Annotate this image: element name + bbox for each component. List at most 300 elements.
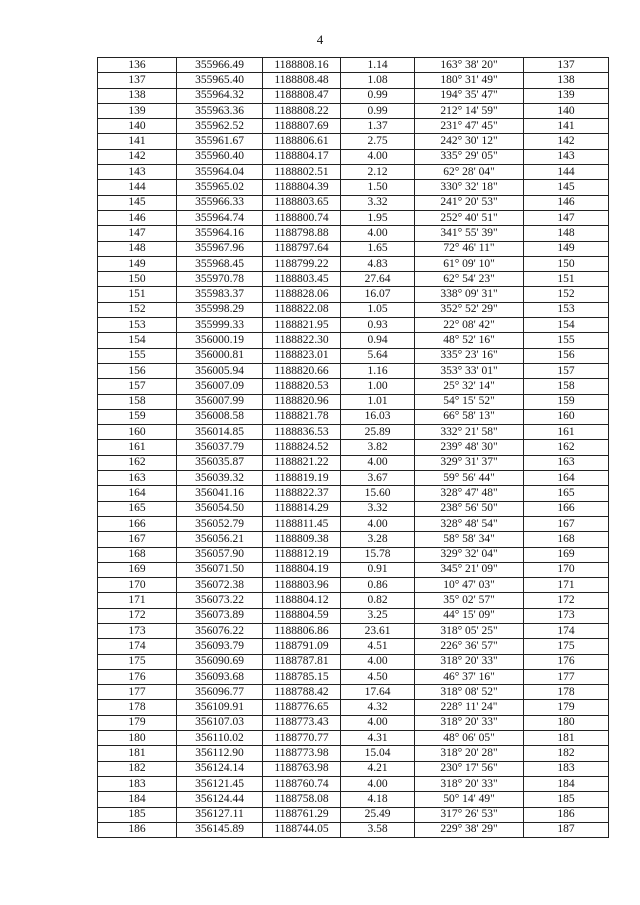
y-coordinate-cell: 1188763.98 bbox=[263, 761, 341, 776]
point-number-cell: 169 bbox=[98, 562, 177, 577]
bearing-cell: 22° 08' 42" bbox=[415, 318, 524, 333]
point-number-cell: 161 bbox=[98, 440, 177, 455]
x-coordinate-cell: 356008.58 bbox=[177, 409, 263, 424]
table-row bbox=[98, 700, 609, 715]
distance-cell: 2.75 bbox=[341, 134, 415, 149]
next-point-cell: 180 bbox=[524, 715, 609, 730]
next-point-cell: 160 bbox=[524, 409, 609, 424]
point-number-cell: 144 bbox=[98, 180, 177, 195]
next-point-cell: 149 bbox=[524, 241, 609, 256]
x-coordinate-cell: 355962.52 bbox=[177, 119, 263, 134]
bearing-cell: 238° 56' 50" bbox=[415, 501, 524, 516]
x-coordinate-cell: 356039.32 bbox=[177, 471, 263, 486]
y-coordinate-cell: 1188804.39 bbox=[263, 180, 341, 195]
bearing-cell: 230° 17' 56" bbox=[415, 761, 524, 776]
x-coordinate-cell: 356090.69 bbox=[177, 654, 263, 669]
x-coordinate-cell: 355963.36 bbox=[177, 103, 263, 118]
y-coordinate-cell: 1188811.45 bbox=[263, 516, 341, 531]
table-row bbox=[98, 425, 609, 440]
y-coordinate-cell: 1188744.05 bbox=[263, 822, 341, 837]
x-coordinate-cell: 356096.77 bbox=[177, 685, 263, 700]
point-number-cell: 148 bbox=[98, 241, 177, 256]
distance-cell: 1.16 bbox=[341, 363, 415, 378]
table-row bbox=[98, 639, 609, 654]
table-row bbox=[98, 73, 609, 88]
y-coordinate-cell: 1188819.19 bbox=[263, 471, 341, 486]
x-coordinate-cell: 355961.67 bbox=[177, 134, 263, 149]
point-number-cell: 150 bbox=[98, 272, 177, 287]
next-point-cell: 139 bbox=[524, 88, 609, 103]
y-coordinate-cell: 1188808.48 bbox=[263, 73, 341, 88]
table-row bbox=[98, 669, 609, 684]
bearing-cell: 341° 55' 39" bbox=[415, 226, 524, 241]
next-point-cell: 161 bbox=[524, 425, 609, 440]
point-number-cell: 167 bbox=[98, 532, 177, 547]
x-coordinate-cell: 356121.45 bbox=[177, 776, 263, 791]
distance-cell: 4.21 bbox=[341, 761, 415, 776]
bearing-cell: 10° 47' 03" bbox=[415, 578, 524, 593]
bearing-cell: 35° 02' 57" bbox=[415, 593, 524, 608]
y-coordinate-cell: 1188787.81 bbox=[263, 654, 341, 669]
x-coordinate-cell: 356037.79 bbox=[177, 440, 263, 455]
next-point-cell: 176 bbox=[524, 654, 609, 669]
bearing-cell: 48° 52' 16" bbox=[415, 333, 524, 348]
table-row bbox=[98, 486, 609, 501]
table-row bbox=[98, 363, 609, 378]
next-point-cell: 184 bbox=[524, 776, 609, 791]
distance-cell: 1.37 bbox=[341, 119, 415, 134]
table-row bbox=[98, 792, 609, 807]
point-number-cell: 140 bbox=[98, 119, 177, 134]
point-number-cell: 163 bbox=[98, 471, 177, 486]
table-row bbox=[98, 226, 609, 241]
table-row bbox=[98, 119, 609, 134]
y-coordinate-cell: 1188808.22 bbox=[263, 103, 341, 118]
next-point-cell: 182 bbox=[524, 746, 609, 761]
table-row bbox=[98, 455, 609, 470]
x-coordinate-cell: 355960.40 bbox=[177, 149, 263, 164]
next-point-cell: 157 bbox=[524, 363, 609, 378]
next-point-cell: 173 bbox=[524, 608, 609, 623]
point-number-cell: 164 bbox=[98, 486, 177, 501]
point-number-cell: 147 bbox=[98, 226, 177, 241]
x-coordinate-cell: 356056.21 bbox=[177, 532, 263, 547]
bearing-cell: 335° 23' 16" bbox=[415, 348, 524, 363]
bearing-cell: 352° 52' 29" bbox=[415, 302, 524, 317]
next-point-cell: 154 bbox=[524, 318, 609, 333]
point-number-cell: 168 bbox=[98, 547, 177, 562]
table-row bbox=[98, 302, 609, 317]
distance-cell: 4.18 bbox=[341, 792, 415, 807]
next-point-cell: 152 bbox=[524, 287, 609, 302]
table-row bbox=[98, 731, 609, 746]
table-row bbox=[98, 654, 609, 669]
y-coordinate-cell: 1188758.08 bbox=[263, 792, 341, 807]
x-coordinate-cell: 356107.03 bbox=[177, 715, 263, 730]
distance-cell: 1.14 bbox=[341, 58, 415, 73]
distance-cell: 4.00 bbox=[341, 455, 415, 470]
distance-cell: 0.94 bbox=[341, 333, 415, 348]
distance-cell: 0.93 bbox=[341, 318, 415, 333]
bearing-cell: 242° 30' 12" bbox=[415, 134, 524, 149]
point-number-cell: 185 bbox=[98, 807, 177, 822]
table-row bbox=[98, 685, 609, 700]
point-number-cell: 176 bbox=[98, 669, 177, 684]
point-number-cell: 151 bbox=[98, 287, 177, 302]
bearing-cell: 194° 35' 47" bbox=[415, 88, 524, 103]
bearing-cell: 318° 08' 52" bbox=[415, 685, 524, 700]
distance-cell: 4.00 bbox=[341, 226, 415, 241]
y-coordinate-cell: 1188804.59 bbox=[263, 608, 341, 623]
bearing-cell: 58° 58' 34" bbox=[415, 532, 524, 547]
distance-cell: 3.32 bbox=[341, 501, 415, 516]
point-number-cell: 139 bbox=[98, 103, 177, 118]
x-coordinate-cell: 355964.04 bbox=[177, 165, 263, 180]
next-point-cell: 170 bbox=[524, 562, 609, 577]
table-row bbox=[98, 348, 609, 363]
distance-cell: 3.32 bbox=[341, 195, 415, 210]
x-coordinate-cell: 356000.19 bbox=[177, 333, 263, 348]
next-point-cell: 166 bbox=[524, 501, 609, 516]
table-row bbox=[98, 532, 609, 547]
y-coordinate-cell: 1188809.38 bbox=[263, 532, 341, 547]
point-number-cell: 158 bbox=[98, 394, 177, 409]
distance-cell: 0.91 bbox=[341, 562, 415, 577]
x-coordinate-cell: 356112.90 bbox=[177, 746, 263, 761]
bearing-cell: 318° 20' 33" bbox=[415, 654, 524, 669]
distance-cell: 4.00 bbox=[341, 149, 415, 164]
point-number-cell: 165 bbox=[98, 501, 177, 516]
next-point-cell: 138 bbox=[524, 73, 609, 88]
y-coordinate-cell: 1188822.30 bbox=[263, 333, 341, 348]
y-coordinate-cell: 1188799.22 bbox=[263, 256, 341, 271]
distance-cell: 1.00 bbox=[341, 379, 415, 394]
bearing-cell: 61° 09' 10" bbox=[415, 256, 524, 271]
table-row bbox=[98, 379, 609, 394]
x-coordinate-cell: 355999.33 bbox=[177, 318, 263, 333]
x-coordinate-cell: 356109.91 bbox=[177, 700, 263, 715]
distance-cell: 23.61 bbox=[341, 623, 415, 638]
table-row bbox=[98, 761, 609, 776]
table-row bbox=[98, 822, 609, 837]
x-coordinate-cell: 356052.79 bbox=[177, 516, 263, 531]
y-coordinate-cell: 1188812.19 bbox=[263, 547, 341, 562]
bearing-cell: 353° 33' 01" bbox=[415, 363, 524, 378]
next-point-cell: 144 bbox=[524, 165, 609, 180]
bearing-cell: 318° 05' 25" bbox=[415, 623, 524, 638]
bearing-cell: 54° 15' 52" bbox=[415, 394, 524, 409]
x-coordinate-cell: 355964.74 bbox=[177, 210, 263, 225]
point-number-cell: 170 bbox=[98, 578, 177, 593]
coordinates-table bbox=[97, 57, 609, 838]
x-coordinate-cell: 356035.87 bbox=[177, 455, 263, 470]
point-number-cell: 157 bbox=[98, 379, 177, 394]
bearing-cell: 50° 14' 49" bbox=[415, 792, 524, 807]
table-row bbox=[98, 516, 609, 531]
table-body bbox=[98, 58, 609, 838]
y-coordinate-cell: 1188804.12 bbox=[263, 593, 341, 608]
bearing-cell: 46° 37' 16" bbox=[415, 669, 524, 684]
point-number-cell: 143 bbox=[98, 165, 177, 180]
distance-cell: 27.64 bbox=[341, 272, 415, 287]
next-point-cell: 146 bbox=[524, 195, 609, 210]
distance-cell: 16.03 bbox=[341, 409, 415, 424]
bearing-cell: 72° 46' 11" bbox=[415, 241, 524, 256]
point-number-cell: 171 bbox=[98, 593, 177, 608]
next-point-cell: 177 bbox=[524, 669, 609, 684]
distance-cell: 4.00 bbox=[341, 715, 415, 730]
distance-cell: 4.51 bbox=[341, 639, 415, 654]
x-coordinate-cell: 356007.09 bbox=[177, 379, 263, 394]
x-coordinate-cell: 355998.29 bbox=[177, 302, 263, 317]
bearing-cell: 329° 32' 04" bbox=[415, 547, 524, 562]
table-row bbox=[98, 88, 609, 103]
next-point-cell: 147 bbox=[524, 210, 609, 225]
next-point-cell: 141 bbox=[524, 119, 609, 134]
distance-cell: 5.64 bbox=[341, 348, 415, 363]
distance-cell: 1.05 bbox=[341, 302, 415, 317]
y-coordinate-cell: 1188804.19 bbox=[263, 562, 341, 577]
point-number-cell: 162 bbox=[98, 455, 177, 470]
x-coordinate-cell: 355965.02 bbox=[177, 180, 263, 195]
distance-cell: 2.12 bbox=[341, 165, 415, 180]
table-row bbox=[98, 103, 609, 118]
distance-cell: 4.00 bbox=[341, 516, 415, 531]
table-row bbox=[98, 593, 609, 608]
y-coordinate-cell: 1188820.96 bbox=[263, 394, 341, 409]
x-coordinate-cell: 355966.49 bbox=[177, 58, 263, 73]
table-row bbox=[98, 440, 609, 455]
y-coordinate-cell: 1188785.15 bbox=[263, 669, 341, 684]
table-row bbox=[98, 195, 609, 210]
point-number-cell: 154 bbox=[98, 333, 177, 348]
table-row bbox=[98, 776, 609, 791]
table-row bbox=[98, 807, 609, 822]
table-row bbox=[98, 134, 609, 149]
x-coordinate-cell: 356000.81 bbox=[177, 348, 263, 363]
bearing-cell: 317° 26' 53" bbox=[415, 807, 524, 822]
bearing-cell: 318° 20' 33" bbox=[415, 776, 524, 791]
point-number-cell: 146 bbox=[98, 210, 177, 225]
table-row bbox=[98, 180, 609, 195]
point-number-cell: 174 bbox=[98, 639, 177, 654]
next-point-cell: 159 bbox=[524, 394, 609, 409]
next-point-cell: 185 bbox=[524, 792, 609, 807]
next-point-cell: 153 bbox=[524, 302, 609, 317]
distance-cell: 3.28 bbox=[341, 532, 415, 547]
distance-cell: 0.99 bbox=[341, 103, 415, 118]
distance-cell: 4.00 bbox=[341, 776, 415, 791]
x-coordinate-cell: 356071.50 bbox=[177, 562, 263, 577]
next-point-cell: 137 bbox=[524, 58, 609, 73]
x-coordinate-cell: 355983.37 bbox=[177, 287, 263, 302]
bearing-cell: 59° 56' 44" bbox=[415, 471, 524, 486]
table-row bbox=[98, 578, 609, 593]
distance-cell: 4.83 bbox=[341, 256, 415, 271]
distance-cell: 15.04 bbox=[341, 746, 415, 761]
point-number-cell: 173 bbox=[98, 623, 177, 638]
table-row bbox=[98, 471, 609, 486]
distance-cell: 3.58 bbox=[341, 822, 415, 837]
distance-cell: 1.95 bbox=[341, 210, 415, 225]
x-coordinate-cell: 356145.89 bbox=[177, 822, 263, 837]
table-row bbox=[98, 608, 609, 623]
distance-cell: 3.25 bbox=[341, 608, 415, 623]
point-number-cell: 152 bbox=[98, 302, 177, 317]
y-coordinate-cell: 1188808.47 bbox=[263, 88, 341, 103]
x-coordinate-cell: 356005.94 bbox=[177, 363, 263, 378]
bearing-cell: 48° 06' 05" bbox=[415, 731, 524, 746]
point-number-cell: 142 bbox=[98, 149, 177, 164]
y-coordinate-cell: 1188821.22 bbox=[263, 455, 341, 470]
distance-cell: 15.78 bbox=[341, 547, 415, 562]
next-point-cell: 167 bbox=[524, 516, 609, 531]
x-coordinate-cell: 356093.79 bbox=[177, 639, 263, 654]
distance-cell: 17.64 bbox=[341, 685, 415, 700]
point-number-cell: 179 bbox=[98, 715, 177, 730]
bearing-cell: 318° 20' 33" bbox=[415, 715, 524, 730]
page-number: 4 bbox=[316, 32, 324, 47]
point-number-cell: 136 bbox=[98, 58, 177, 73]
next-point-cell: 140 bbox=[524, 103, 609, 118]
y-coordinate-cell: 1188806.61 bbox=[263, 134, 341, 149]
point-number-cell: 137 bbox=[98, 73, 177, 88]
bearing-cell: 241° 20' 53" bbox=[415, 195, 524, 210]
bearing-cell: 212° 14' 59" bbox=[415, 103, 524, 118]
y-coordinate-cell: 1188773.98 bbox=[263, 746, 341, 761]
y-coordinate-cell: 1188760.74 bbox=[263, 776, 341, 791]
distance-cell: 4.32 bbox=[341, 700, 415, 715]
x-coordinate-cell: 356054.50 bbox=[177, 501, 263, 516]
next-point-cell: 165 bbox=[524, 486, 609, 501]
next-point-cell: 155 bbox=[524, 333, 609, 348]
y-coordinate-cell: 1188761.29 bbox=[263, 807, 341, 822]
distance-cell: 3.82 bbox=[341, 440, 415, 455]
next-point-cell: 162 bbox=[524, 440, 609, 455]
y-coordinate-cell: 1188804.17 bbox=[263, 149, 341, 164]
table-row bbox=[98, 409, 609, 424]
x-coordinate-cell: 355968.45 bbox=[177, 256, 263, 271]
distance-cell: 15.60 bbox=[341, 486, 415, 501]
x-coordinate-cell: 356127.11 bbox=[177, 807, 263, 822]
point-number-cell: 160 bbox=[98, 425, 177, 440]
point-number-cell: 156 bbox=[98, 363, 177, 378]
y-coordinate-cell: 1188824.52 bbox=[263, 440, 341, 455]
y-coordinate-cell: 1188803.65 bbox=[263, 195, 341, 210]
distance-cell: 0.82 bbox=[341, 593, 415, 608]
x-coordinate-cell: 356124.44 bbox=[177, 792, 263, 807]
bearing-cell: 62° 54' 23" bbox=[415, 272, 524, 287]
x-coordinate-cell: 356007.99 bbox=[177, 394, 263, 409]
y-coordinate-cell: 1188808.16 bbox=[263, 58, 341, 73]
bearing-cell: 180° 31' 49" bbox=[415, 73, 524, 88]
distance-cell: 1.50 bbox=[341, 180, 415, 195]
x-coordinate-cell: 356110.02 bbox=[177, 731, 263, 746]
next-point-cell: 150 bbox=[524, 256, 609, 271]
bearing-cell: 335° 29' 05" bbox=[415, 149, 524, 164]
table-row bbox=[98, 746, 609, 761]
x-coordinate-cell: 356072.38 bbox=[177, 578, 263, 593]
point-number-cell: 166 bbox=[98, 516, 177, 531]
bearing-cell: 229° 38' 29" bbox=[415, 822, 524, 837]
point-number-cell: 183 bbox=[98, 776, 177, 791]
distance-cell: 4.50 bbox=[341, 669, 415, 684]
next-point-cell: 163 bbox=[524, 455, 609, 470]
table-row bbox=[98, 318, 609, 333]
bearing-cell: 163° 38' 20" bbox=[415, 58, 524, 73]
next-point-cell: 151 bbox=[524, 272, 609, 287]
next-point-cell: 158 bbox=[524, 379, 609, 394]
y-coordinate-cell: 1188828.06 bbox=[263, 287, 341, 302]
table-row bbox=[98, 241, 609, 256]
next-point-cell: 179 bbox=[524, 700, 609, 715]
table-row bbox=[98, 501, 609, 516]
y-coordinate-cell: 1188814.29 bbox=[263, 501, 341, 516]
point-number-cell: 186 bbox=[98, 822, 177, 837]
next-point-cell: 186 bbox=[524, 807, 609, 822]
point-number-cell: 155 bbox=[98, 348, 177, 363]
y-coordinate-cell: 1188821.95 bbox=[263, 318, 341, 333]
distance-cell: 1.01 bbox=[341, 394, 415, 409]
distance-cell: 1.08 bbox=[341, 73, 415, 88]
point-number-cell: 180 bbox=[98, 731, 177, 746]
point-number-cell: 138 bbox=[98, 88, 177, 103]
point-number-cell: 141 bbox=[98, 134, 177, 149]
y-coordinate-cell: 1188820.66 bbox=[263, 363, 341, 378]
table-row bbox=[98, 715, 609, 730]
y-coordinate-cell: 1188806.86 bbox=[263, 623, 341, 638]
bearing-cell: 328° 48' 54" bbox=[415, 516, 524, 531]
table-row bbox=[98, 547, 609, 562]
point-number-cell: 145 bbox=[98, 195, 177, 210]
y-coordinate-cell: 1188803.45 bbox=[263, 272, 341, 287]
distance-cell: 0.86 bbox=[341, 578, 415, 593]
bearing-cell: 66° 58' 13" bbox=[415, 409, 524, 424]
table-row bbox=[98, 165, 609, 180]
y-coordinate-cell: 1188797.64 bbox=[263, 241, 341, 256]
y-coordinate-cell: 1188800.74 bbox=[263, 210, 341, 225]
x-coordinate-cell: 356041.16 bbox=[177, 486, 263, 501]
bearing-cell: 338° 09' 31" bbox=[415, 287, 524, 302]
y-coordinate-cell: 1188821.78 bbox=[263, 409, 341, 424]
table-row bbox=[98, 58, 609, 73]
y-coordinate-cell: 1188791.09 bbox=[263, 639, 341, 654]
table-row bbox=[98, 287, 609, 302]
distance-cell: 0.99 bbox=[341, 88, 415, 103]
next-point-cell: 164 bbox=[524, 471, 609, 486]
x-coordinate-cell: 356073.89 bbox=[177, 608, 263, 623]
next-point-cell: 143 bbox=[524, 149, 609, 164]
next-point-cell: 181 bbox=[524, 731, 609, 746]
point-number-cell: 175 bbox=[98, 654, 177, 669]
bearing-cell: 318° 20' 28" bbox=[415, 746, 524, 761]
y-coordinate-cell: 1188836.53 bbox=[263, 425, 341, 440]
point-number-cell: 182 bbox=[98, 761, 177, 776]
y-coordinate-cell: 1188823.01 bbox=[263, 348, 341, 363]
distance-cell: 25.89 bbox=[341, 425, 415, 440]
x-coordinate-cell: 355966.33 bbox=[177, 195, 263, 210]
bearing-cell: 332° 21' 58" bbox=[415, 425, 524, 440]
x-coordinate-cell: 355967.96 bbox=[177, 241, 263, 256]
next-point-cell: 145 bbox=[524, 180, 609, 195]
distance-cell: 25.49 bbox=[341, 807, 415, 822]
table-row bbox=[98, 562, 609, 577]
bearing-cell: 239° 48' 30" bbox=[415, 440, 524, 455]
next-point-cell: 148 bbox=[524, 226, 609, 241]
table-row bbox=[98, 256, 609, 271]
y-coordinate-cell: 1188803.96 bbox=[263, 578, 341, 593]
bearing-cell: 330° 32' 18" bbox=[415, 180, 524, 195]
